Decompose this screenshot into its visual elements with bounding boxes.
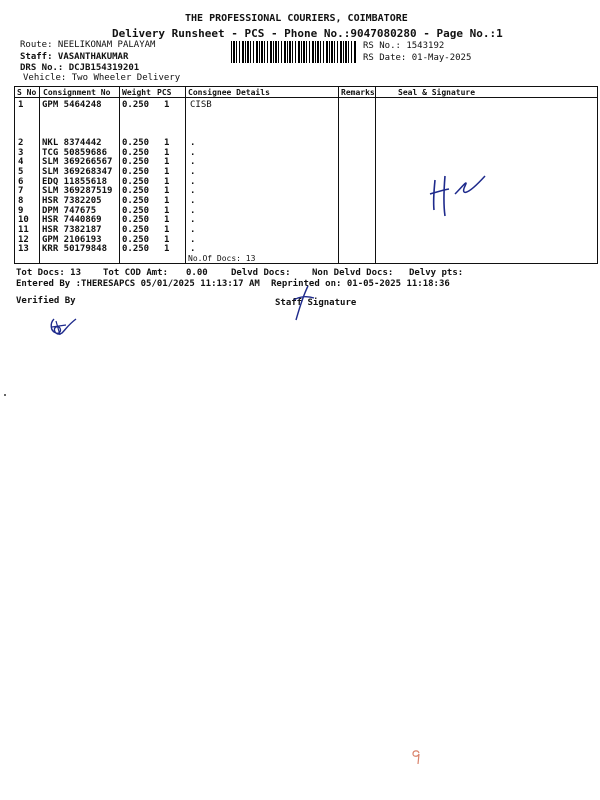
row-weight: 0.250 [122,206,150,216]
col-header-sno: S No [17,88,37,97]
row-weight: 0.250 [122,235,150,245]
company-name: THE PROFESSIONAL COURIERS, COIMBATORE [185,13,408,24]
row-consignee: . [190,215,196,225]
rs-date: RS Date: 01-May-2025 [363,53,472,63]
row-sno: 10 [18,215,29,225]
row-sno: 6 [18,177,24,187]
staff-signature-mark [290,284,320,324]
row-sno: 11 [18,225,29,235]
tot-cod-value: 0.00 [186,268,208,278]
row-pcs: 1 [164,157,170,167]
row-weight: 0.250 [122,157,150,167]
staff-signature-label: Staff Signature [275,298,357,308]
row-weight: 0.250 [122,167,150,177]
verifier-signature [46,313,86,341]
row-pcs: 1 [164,177,170,187]
row-consignee: . [190,225,196,235]
vehicle-label: Vehicle: Two Wheeler Delivery [23,73,181,83]
col-header-consignee: Consignee Details [188,88,270,97]
non-delvd-docs: Non Delvd Docs: [312,268,394,278]
delvy-pts: Delvy pts: [409,268,464,278]
row-consignee: CISB [190,100,212,110]
row-sno: 7 [18,186,24,196]
row-weight: 0.250 [122,186,150,196]
row-pcs: 1 [164,206,170,216]
row-sno: 13 [18,244,29,254]
row-pcs: 1 [164,244,170,254]
delvd-docs: Delvd Docs: [231,268,291,278]
row-consignment: DPM 747675 [42,206,97,216]
row-consignee: . [190,157,196,167]
row-sno: 3 [18,148,24,158]
staff-label: Staff: VASANTHAKUMAR [20,52,129,62]
row-pcs: 1 [164,196,170,206]
row-pcs: 1 [164,148,170,158]
row-consignee: . [190,244,196,254]
col-header-seal: Seal & Signature [398,88,476,97]
drs-number: DRS No.: DCJB154319201 [20,63,140,73]
row-weight: 0.250 [122,100,150,110]
row-consignee: . [190,206,196,216]
row-consignment: KRR 50179848 [42,244,108,254]
row-pcs: 1 [164,186,170,196]
tot-docs: Tot Docs: 13 [16,268,82,278]
row-pcs: 1 [164,215,170,225]
row-consignment: TCG 50859686 [42,148,108,158]
rs-number: RS No.: 1543192 [363,41,445,51]
row-consignee: . [190,177,196,187]
row-sno: 1 [18,100,24,110]
row-weight: 0.250 [122,148,150,158]
row-consignment: NKL 8374442 [42,138,102,148]
row-weight: 0.250 [122,196,150,206]
row-sno: 9 [18,206,24,216]
row-consignee: . [190,235,196,245]
row-pcs: 1 [164,167,170,177]
row-sno: 5 [18,167,24,177]
row-consignment: HSR 7382205 [42,196,102,206]
row-consignment: GPM 2106193 [42,235,102,245]
row-consignment: SLM 369268347 [42,167,113,177]
row-sno: 12 [18,235,29,245]
row-consignment: HSR 7382187 [42,225,102,235]
row-consignee: . [190,186,196,196]
row-pcs: 1 [164,138,170,148]
page-mark [410,749,422,765]
col-header-remarks: Remarks [341,88,375,97]
row-consignment: SLM 369287519 [42,186,113,196]
row-pcs: 1 [164,100,170,110]
row-consignee: . [190,138,196,148]
runsheet-title: Delivery Runsheet - PCS - Phone No.:9047080280 - Page No.:1 [112,27,503,40]
row-consignee: . [190,196,196,206]
route-label: Route: NEELIKONAM PALAYAM [20,40,156,50]
row-sno: 2 [18,138,24,148]
no-of-docs: No.Of Docs: 13 [188,254,256,263]
col-header-consignment: Consignment No [43,88,111,97]
scan-speck [4,394,6,396]
row-sno: 4 [18,157,24,167]
col-header-pcs: PCS [157,88,172,97]
col-header-weight: Weight [122,88,151,97]
row-consignment: GPM 5464248 [42,100,102,110]
barcode [231,41,357,63]
row-consignment: SLM 369266567 [42,157,113,167]
row-consignee: . [190,148,196,158]
row-weight: 0.250 [122,138,150,148]
row-consignee: . [190,167,196,177]
tot-cod-label: Tot COD Amt: [103,268,169,278]
row-weight: 0.250 [122,177,150,187]
verified-by: Verified By [16,296,76,306]
row-weight: 0.250 [122,244,150,254]
row-consignment: HSR 7440869 [42,215,102,225]
entered-by: Entered By :THERESAPCS 05/01/2025 11:13:17 AM [16,279,260,289]
row-weight: 0.250 [122,215,150,225]
row-pcs: 1 [164,235,170,245]
row-weight: 0.250 [122,225,150,235]
reprinted-on: Reprinted on: 01-05-2025 11:18:36 [271,279,450,289]
row-consignment: EDQ 11855618 [42,177,108,187]
handwritten-signature [425,168,495,220]
row-pcs: 1 [164,225,170,235]
row-sno: 8 [18,196,24,206]
